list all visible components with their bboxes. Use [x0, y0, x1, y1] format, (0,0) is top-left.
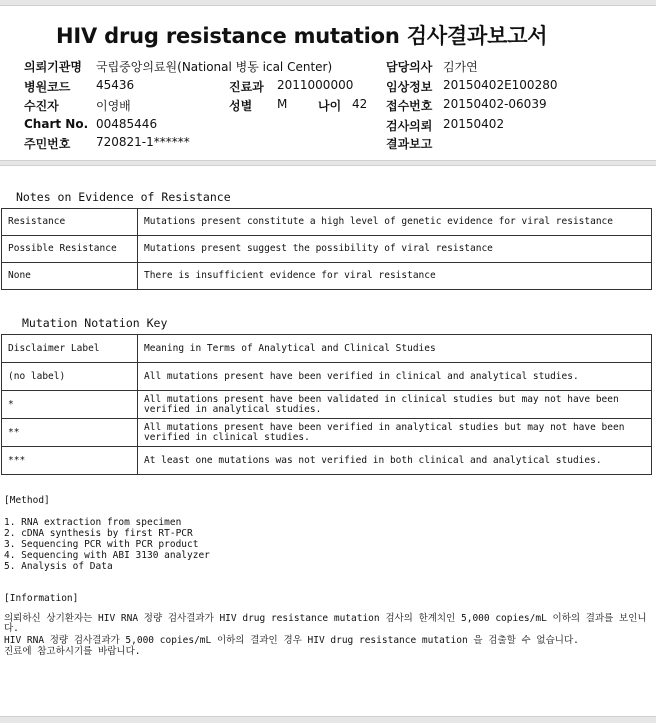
notation-desc: All mutations present have been validated in clinical studies but may not have been verified in analytical studies.: [138, 391, 652, 419]
information-paragraph: HIV RNA 정량 검사결과가 5,000 copies/mL 이하의 결과인 경우 HIV drug resistance mutation 을 검출할 수 없습니다.: [4, 635, 579, 646]
evidence-desc: Mutations present suggest the possibility of viral resistance: [138, 236, 652, 263]
notation-section-title: Mutation Notation Key: [22, 316, 168, 330]
evidence-table: [1, 208, 652, 290]
department-value: 2011000000: [277, 78, 354, 92]
clinical-info-label: 임상정보: [386, 80, 433, 94]
table-row: [2, 209, 652, 236]
doctor-label: 담당의사: [386, 60, 433, 74]
evidence-label: Resistance: [2, 209, 138, 236]
resident-id-value: 720821-1******: [96, 135, 190, 149]
method-title: [Method]: [4, 495, 50, 506]
notation-desc: All mutations present have been verified in clinical and analytical studies.: [138, 363, 652, 391]
evidence-desc: There is insufficient evidence for viral resistance: [138, 263, 652, 290]
table-row: [2, 391, 652, 419]
institution-value: 국립중앙의료원(National 병동 ical Center): [96, 60, 333, 74]
receiver-value: 이영배: [96, 99, 131, 113]
evidence-label: None: [2, 263, 138, 290]
chart-no-label: Chart No.: [24, 117, 89, 131]
institution-label: 의뢰기관명: [24, 60, 82, 74]
sex-value: M: [277, 97, 288, 111]
receiver-label: 수진자: [24, 99, 59, 113]
bottom-rule: [0, 716, 656, 723]
age-value: 42: [352, 97, 368, 111]
method-step: 4. Sequencing with ABI 3130 analyzer: [4, 550, 210, 561]
table-row: [2, 419, 652, 447]
notation-table: [1, 334, 652, 475]
hospital-code-label: 병원코드: [24, 80, 71, 94]
evidence-desc: Mutations present constitute a high level of genetic evidence for viral resistance: [138, 209, 652, 236]
doctor-value: 김가연: [443, 60, 478, 74]
notation-header-label: Disclaimer Label: [2, 335, 138, 363]
notation-label: ***: [2, 447, 138, 475]
method-step: 5. Analysis of Data: [4, 561, 113, 572]
table-header-row: [2, 335, 652, 363]
age-label: 나이: [318, 99, 342, 113]
notation-label: *: [2, 391, 138, 419]
method-step: 2. cDNA synthesis by first RT-PCR: [4, 528, 193, 539]
notation-label: (no label): [2, 363, 138, 391]
method-step: 1. RNA extraction from specimen: [4, 517, 182, 528]
table-row: [2, 447, 652, 475]
resident-id-label: 주민번호: [24, 137, 71, 151]
notation-header-desc: Meaning in Terms of Analytical and Clinical Studies: [138, 335, 652, 363]
notation-label: **: [2, 419, 138, 447]
top-rule: [0, 0, 656, 6]
evidence-section-title: Notes on Evidence of Resistance: [16, 190, 231, 204]
information-paragraph: 진료에 참고하시기를 바랍니다.: [4, 646, 141, 657]
accession-value: 20150402-06039: [443, 97, 547, 111]
hospital-code-value: 45436: [96, 78, 135, 92]
request-date-value: 20150402: [443, 117, 505, 131]
chart-no-value: 00485446: [96, 117, 158, 131]
department-label: 진료과: [229, 80, 264, 94]
accession-label: 접수번호: [386, 99, 433, 113]
page-title: HIV drug resistance mutation 검사결과보고서: [56, 24, 548, 48]
method-step: 3. Sequencing PCR with PCR product: [4, 539, 199, 550]
request-date-label: 검사의뢰: [386, 119, 433, 133]
evidence-label: Possible Resistance: [2, 236, 138, 263]
information-paragraph: 의뢰하신 상기환자는 HIV RNA 정량 검사결과가 HIV drug resistance mutation 검사의 한계치인 5,000 copies/mL 이하의 결과를 보인니다.: [4, 613, 647, 634]
sex-label: 성별: [229, 99, 253, 113]
table-row: [2, 236, 652, 263]
table-row: [2, 263, 652, 290]
table-row: [2, 363, 652, 391]
notation-desc: At least one mutations was not verified in both clinical and analytical studies.: [138, 447, 652, 475]
notation-desc: All mutations present have been verified in analytical studies but may not have been verified in clinical studies.: [138, 419, 652, 447]
information-title: [Information]: [4, 593, 79, 604]
header-separator: [0, 160, 656, 166]
report-label: 결과보고: [386, 137, 433, 151]
clinical-info-value: 20150402E100280: [443, 78, 558, 92]
